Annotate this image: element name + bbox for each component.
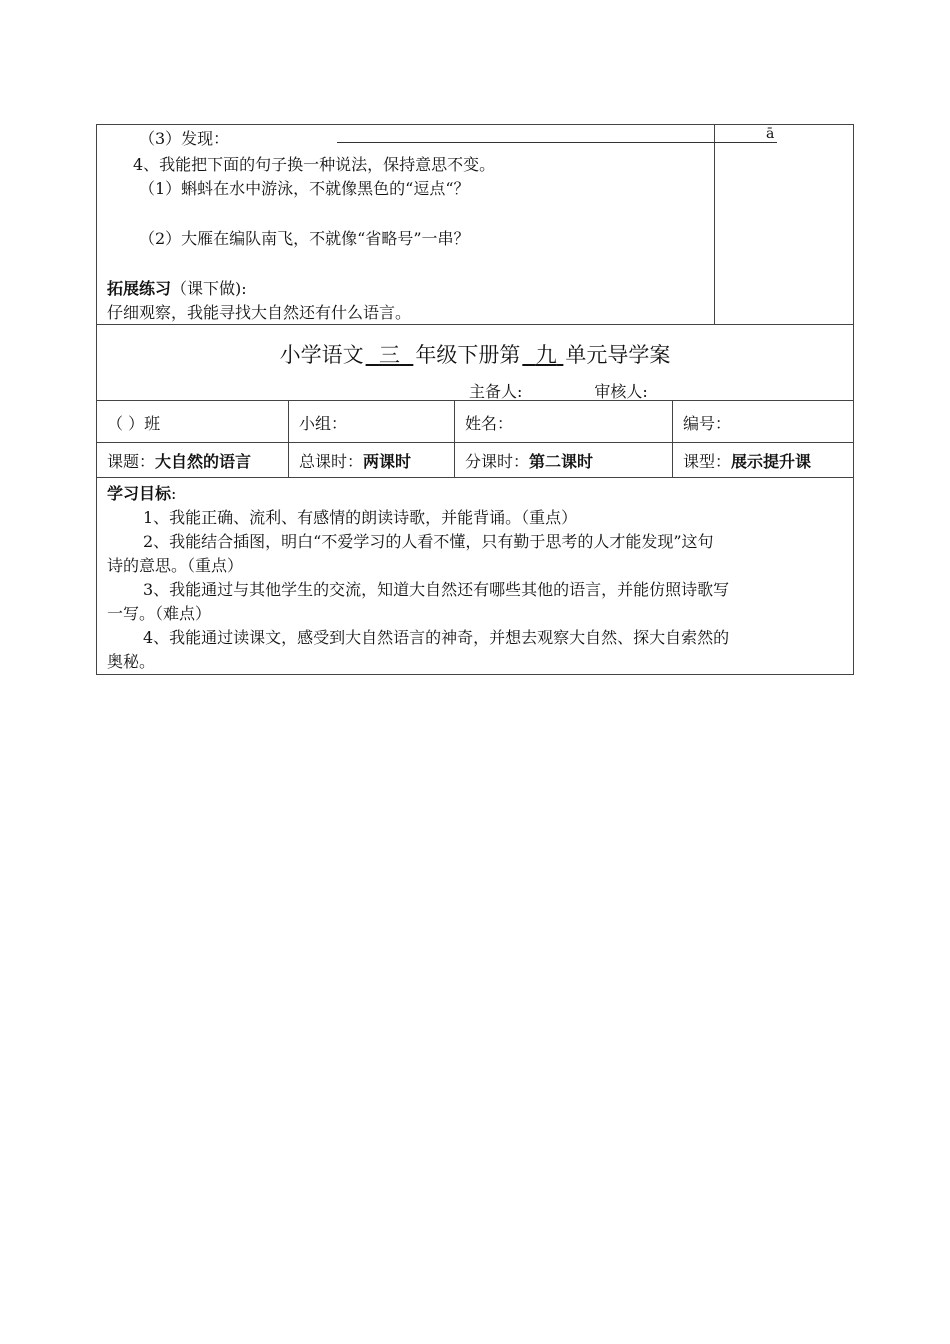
continuation-cell: [97, 125, 775, 324]
goal-3-line-2: 一写。（难点）: [107, 604, 212, 623]
answer-blank-line[interactable]: [337, 142, 777, 143]
topic-value: 大自然的语言: [155, 451, 252, 471]
part-label: 分课时：: [465, 451, 530, 471]
info-row: [97, 400, 853, 443]
continuation-table: [96, 124, 854, 325]
period-cell: [454, 443, 672, 477]
goals-heading: [107, 484, 176, 504]
item3-label: （3）发现：: [139, 129, 230, 148]
question-4: 4、我能把下面的句子换一种说法，保持意思不变。: [133, 155, 496, 174]
goal-1: 1、我能正确、流利、有感情的朗读诗歌，并能背诵。（重点）: [143, 508, 578, 527]
question-4-1: （1）蝌蚪在水中游泳，不就像黑色的“逗点“？: [139, 179, 470, 198]
learning-goals: [97, 477, 853, 671]
part-value: 第二课时: [529, 451, 594, 471]
type-label: 课型：: [683, 451, 732, 471]
goal-4-line-2: 奥秘。: [107, 652, 156, 671]
name-cell[interactable]: 姓名：: [454, 401, 672, 443]
reviewer-label: 审核人:: [594, 382, 648, 401]
goal-4-line-1: 4、我能通过读课文，感受到大自然语言的神奇，并想去观察大自然、探大自索然的: [143, 628, 730, 647]
class-cell[interactable]: （ ）班: [107, 413, 161, 433]
topic-label: 课题：: [107, 451, 156, 471]
total-label: 总课时：: [299, 451, 364, 471]
lesson-type-cell: [672, 443, 853, 477]
blank-mark: ā: [766, 126, 775, 142]
title-part-2: 年级下册第: [415, 343, 521, 367]
total-periods-cell: [288, 443, 454, 477]
title-part-1: 小学语文: [279, 343, 364, 367]
course-row: [97, 442, 853, 477]
extension-label: 拓展练习: [107, 279, 172, 298]
goals-heading-colon: :: [171, 484, 177, 503]
preparer-label: 主备人:: [469, 382, 523, 401]
goal-2-line-1: 2、我能结合插图，明白“不爱学习的人看不懂，只有勤于思考的人才能发现”这句: [143, 532, 714, 551]
goal-3-line-1: 3、我能通过与其他学生的交流，知道大自然还有哪些其他的语言，并能仿照诗歌写: [143, 580, 730, 599]
unit-value: 九: [535, 343, 557, 367]
document-title: [97, 340, 853, 370]
lesson-plan-table: [96, 324, 854, 675]
title-part-3: 单元导学案: [565, 343, 671, 367]
extension-note: （课下做):: [171, 279, 247, 298]
question-4-2: （2）大雁在编队南飞，不就像“省略号”一串？: [139, 229, 470, 248]
goals-heading-label: 学习目标: [107, 484, 172, 503]
author-line: [469, 379, 648, 402]
total-value: 两课时: [363, 451, 412, 471]
goal-2-line-2: 诗的意思。（重点）: [107, 556, 244, 575]
group-cell[interactable]: 小组：: [288, 401, 454, 443]
type-value: 展示提升课: [731, 451, 812, 471]
notes-column: [715, 125, 853, 324]
extension-heading: [107, 279, 247, 299]
grade-value: 三: [378, 343, 400, 367]
topic-cell: [97, 443, 288, 477]
number-cell[interactable]: 编号：: [672, 401, 853, 443]
extension-text: 仔细观察，我能寻找大自然还有什么语言。: [107, 303, 412, 322]
